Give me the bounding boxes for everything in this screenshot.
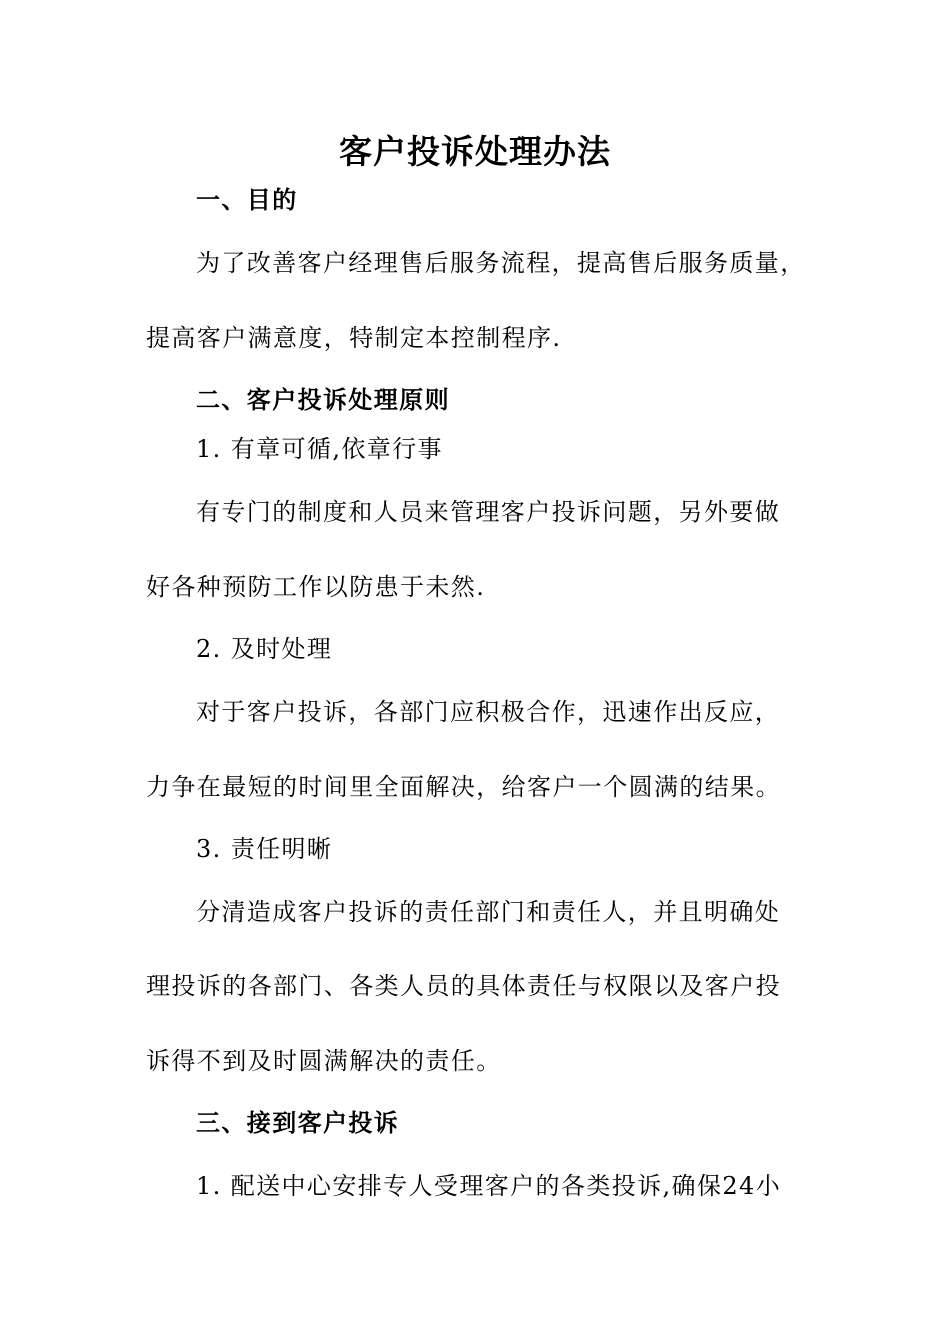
paragraph-line: 力争在最短的时间里全面解决，给客户一个圆满的结果。 xyxy=(146,773,781,801)
paragraph-line: 提高客户满意度，特制定本控制程序. xyxy=(146,324,562,352)
section-heading-purpose: 一、目的 xyxy=(196,185,298,214)
section-heading-receiving: 三、接到客户投诉 xyxy=(196,1108,400,1137)
document-title: 客户投诉处理办法 xyxy=(339,132,611,171)
section-heading-principles: 二、客户投诉处理原则 xyxy=(196,385,450,414)
paragraph-line: 有专门的制度和人员来管理客户投诉问题，另外要做 xyxy=(196,498,781,526)
subsection-heading: 2. 及时处理 xyxy=(196,635,333,663)
paragraph-line: 分清造成客户投诉的责任部门和责任人，并且明确处 xyxy=(196,898,781,926)
subsection-heading: 3. 责任明晰 xyxy=(196,835,333,863)
paragraph-line: 对于客户投诉，各部门应积极合作，迅速作出反应， xyxy=(196,698,781,726)
paragraph-line: 好各种预防工作以防患于未然. xyxy=(146,573,486,601)
paragraph-line: 理投诉的各部门、各类人员的具体责任与权限以及客户投 xyxy=(146,972,781,1000)
paragraph-line: 1. 配送中心安排专人受理客户的各类投诉,确保24小 xyxy=(196,1172,782,1200)
subsection-heading: 1. 有章可循,依章行事 xyxy=(196,435,443,463)
paragraph-line: 为了改善客户经理售后服务流程，提高售后服务质量， xyxy=(196,249,806,277)
paragraph-line: 诉得不到及时圆满解决的责任。 xyxy=(146,1047,502,1075)
